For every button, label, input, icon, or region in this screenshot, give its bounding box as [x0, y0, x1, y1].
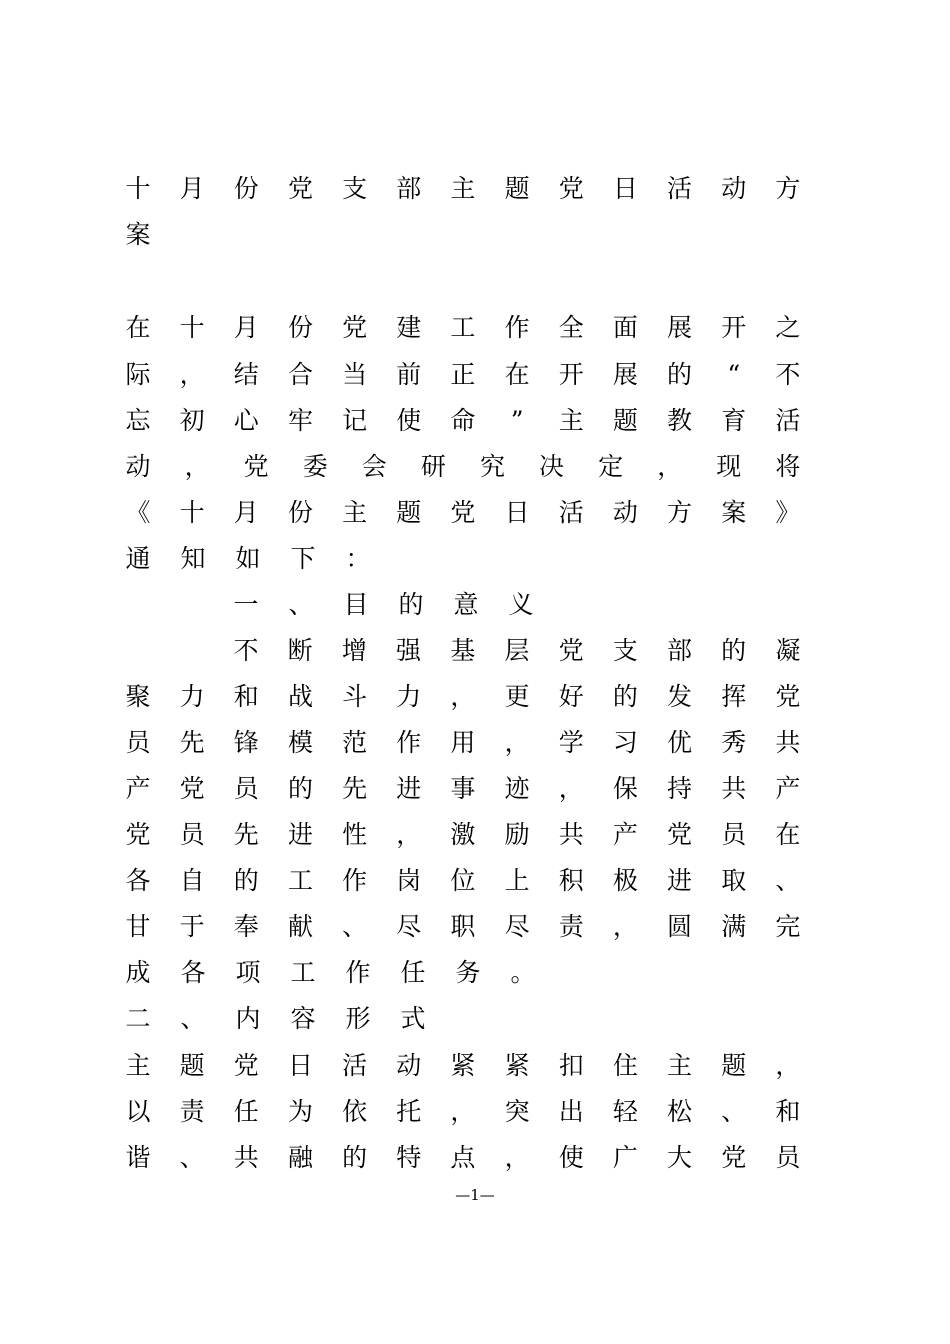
paragraph-line: 员 先 锋 模 范 作 用 ， 学 习 优 秀 共 [125, 728, 801, 757]
paragraph-line: 动 ， 党 委 会 研 究 决 定 ， 现 将 [125, 452, 801, 481]
paragraph-line: 不 断 增 强 基 层 党 支 部 的 凝 [233, 636, 801, 665]
paragraph-line: 产 党 员 的 先 进 事 迹 ， 保 持 共 产 [125, 774, 801, 803]
document-title-line: 十 月 份 党 支 部 主 题 党 日 活 动 方 [125, 174, 801, 203]
paragraph-line: 在 十 月 份 党 建 工 作 全 面 展 开 之 [125, 313, 801, 342]
paragraph-line: 际 ， 结 合 当 前 正 在 开 展 的 “ 不 [125, 360, 801, 389]
section-heading: 一 、 目 的 意 义 [233, 590, 534, 619]
paragraph-line: 主 题 党 日 活 动 紧 紧 扣 住 主 题 ， [125, 1051, 801, 1080]
section-heading: 二 、 内 容 形 式 [125, 1004, 426, 1033]
paragraph-line: 成 各 项 工 作 任 务 。 [125, 958, 536, 987]
paragraph-line: 各 自 的 工 作 岗 位 上 积 极 进 取 、 [125, 866, 801, 895]
paragraph-line: 聚 力 和 战 斗 力 ， 更 好 的 发 挥 党 [125, 682, 801, 711]
paragraph-line: 谐 、 共 融 的 特 点 ， 使 广 大 党 员 [125, 1143, 801, 1172]
paragraph-line: 甘 于 奉 献 、 尽 职 尽 责 ， 圆 满 完 [125, 912, 801, 941]
page-number: —1— [455, 1186, 495, 1204]
document-title-line: 案 [125, 220, 151, 249]
paragraph-line: 通 知 如 下 ： [125, 544, 371, 573]
paragraph-line: 忘 初 心 牢 记 使 命 ” 主 题 教 育 活 [125, 406, 801, 435]
paragraph-line: 以 责 任 为 依 托 ， 突 出 轻 松 、 和 [125, 1097, 801, 1126]
paragraph-line: 《 十 月 份 主 题 党 日 活 动 方 案 》 [125, 498, 801, 527]
paragraph-line: 党 员 先 进 性 ， 激 励 共 产 党 员 在 [125, 820, 801, 849]
